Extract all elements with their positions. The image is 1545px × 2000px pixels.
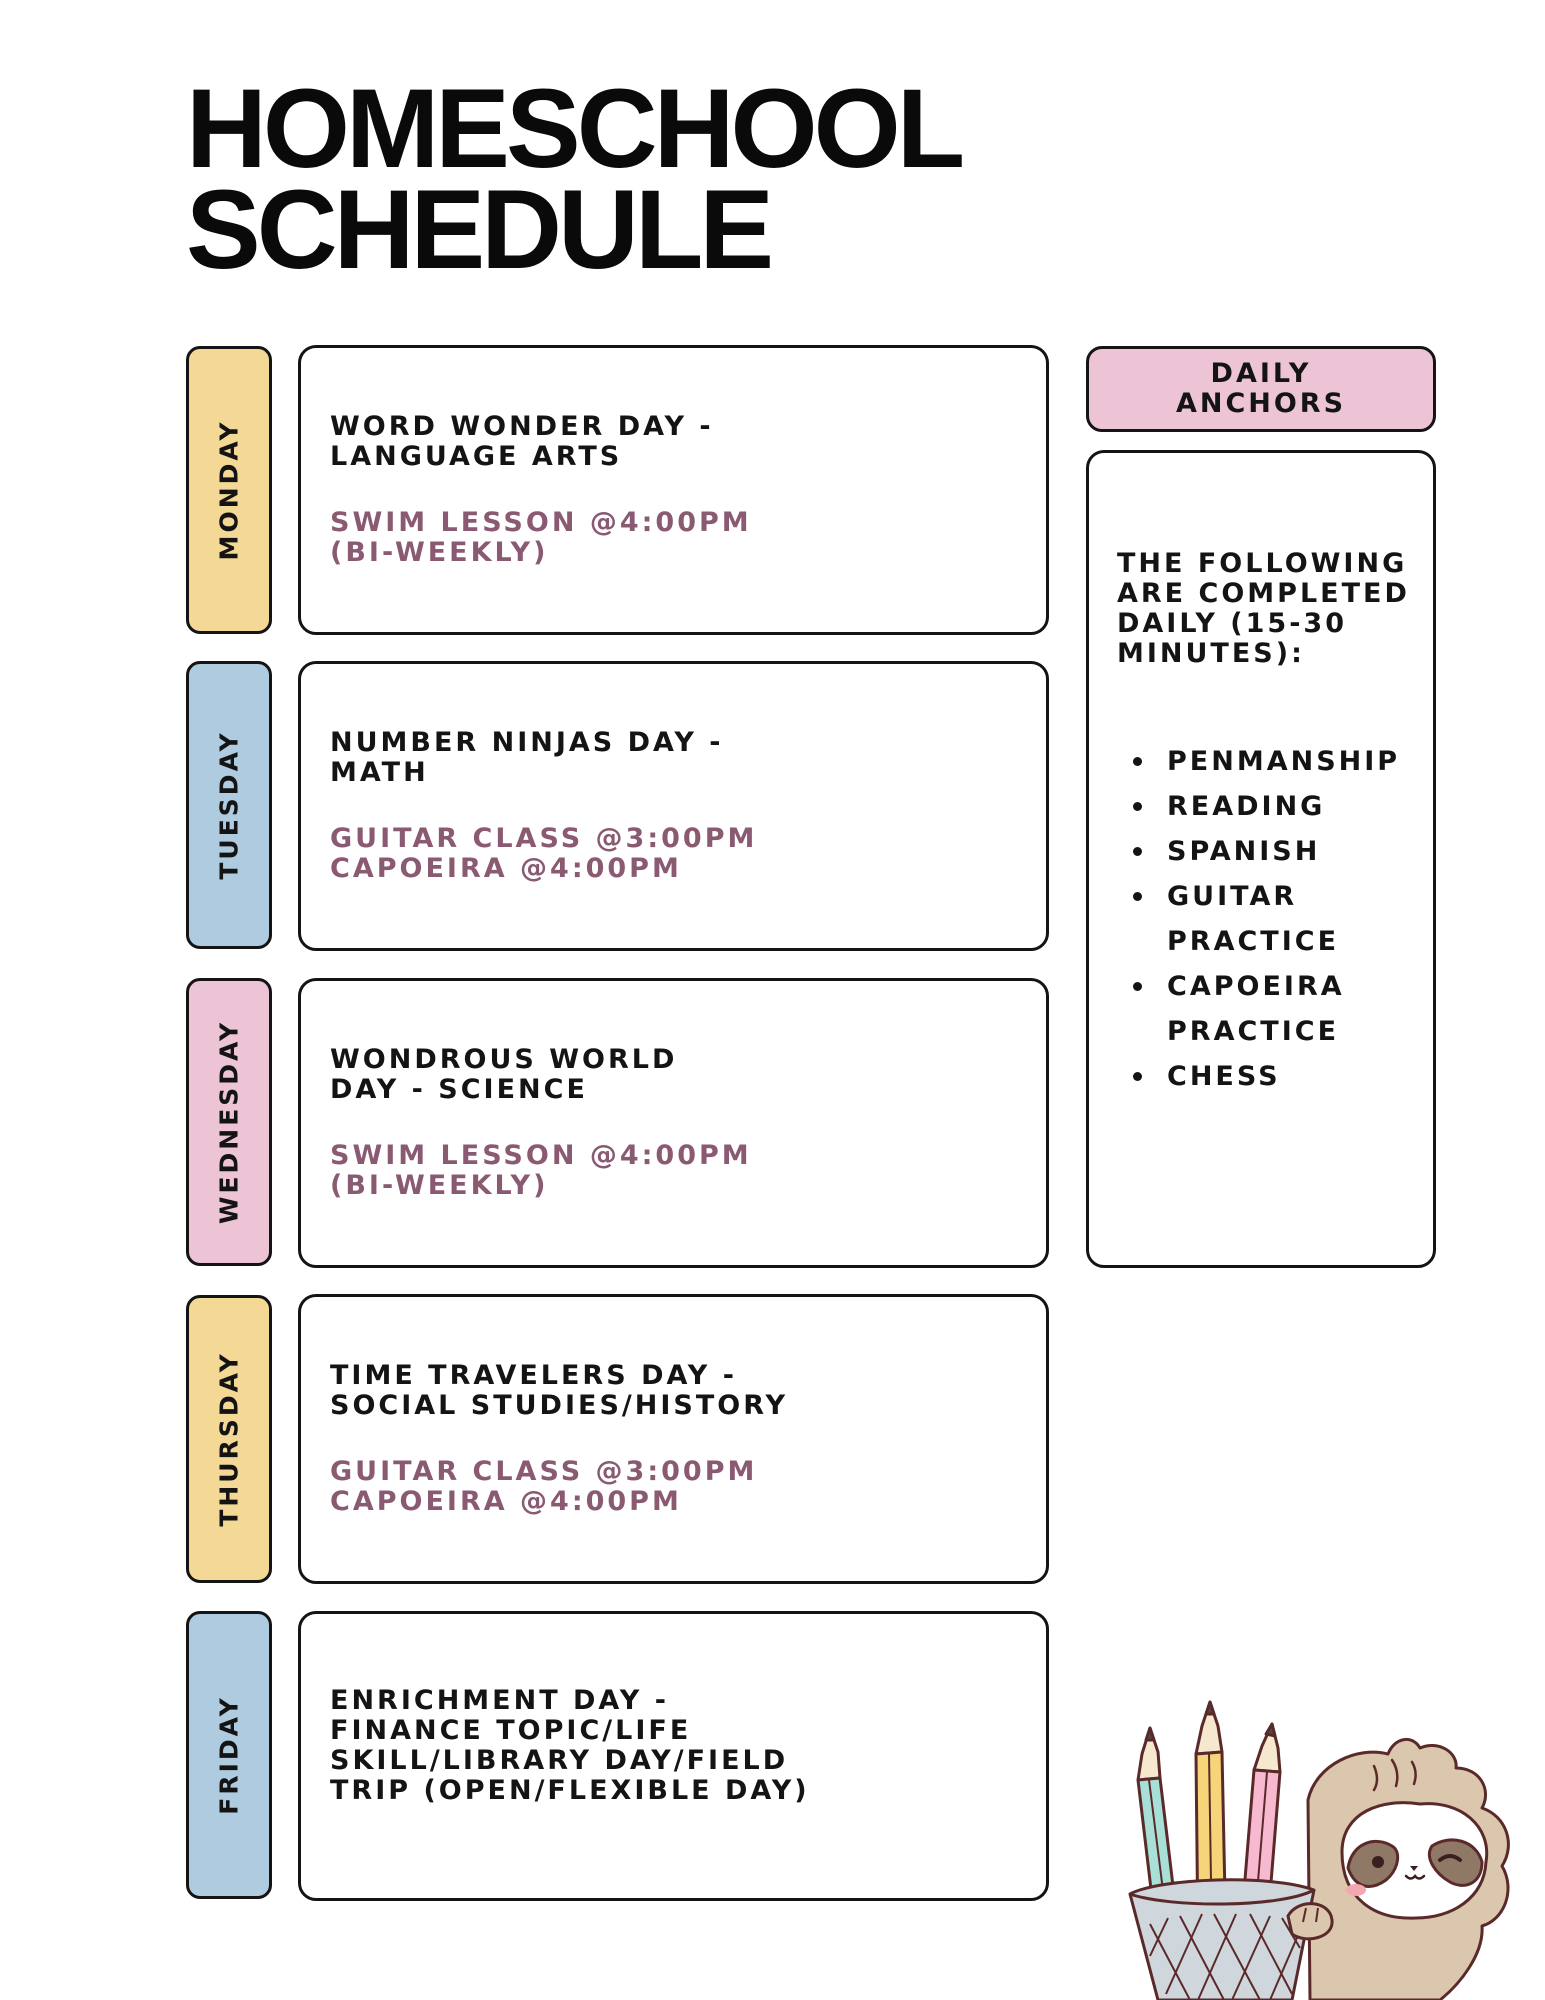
day-card-wednesday bbox=[298, 978, 1049, 1268]
daily-anchors-heading: DAILY ANCHORS bbox=[1175, 358, 1347, 419]
daily-anchors-panel bbox=[1086, 450, 1436, 1268]
day-label-wednesday: WEDNESDAY bbox=[214, 1019, 244, 1225]
day-label-thursday: THURSDAY bbox=[214, 1351, 244, 1527]
subject-text: WONDROUS WORLD DAY - SCIENCE bbox=[330, 1044, 678, 1105]
day-tab-thursday bbox=[186, 1295, 272, 1583]
list-item: CAPOEIRA PRACTICE bbox=[1111, 964, 1431, 1054]
subject-text: NUMBER NINJAS DAY - MATH bbox=[330, 727, 724, 788]
day-tab-monday bbox=[186, 346, 272, 634]
activity-text: SWIM LESSON @4:00PM (BI-WEEKLY) bbox=[330, 1140, 752, 1201]
day-card-tuesday bbox=[298, 661, 1049, 951]
activity-text: GUITAR CLASS @3:00PM CAPOEIRA @4:00PM bbox=[330, 1456, 758, 1517]
title-line-2: SCHEDULE bbox=[186, 167, 771, 292]
list-item: READING bbox=[1111, 784, 1431, 829]
day-card-monday bbox=[298, 345, 1049, 635]
day-label-monday: MONDAY bbox=[214, 419, 244, 561]
page-title bbox=[186, 66, 962, 292]
list-item: CHESS bbox=[1111, 1054, 1431, 1099]
subject-text: ENRICHMENT DAY - FINANCE TOPIC/LIFE SKILL/LIBRARY DAY/FIELD TRIP (OPEN/FLEXIBLE DAY) bbox=[330, 1685, 810, 1806]
day-tab-tuesday bbox=[186, 661, 272, 949]
list-item: GUITAR PRACTICE bbox=[1111, 874, 1431, 964]
day-tab-wednesday bbox=[186, 978, 272, 1266]
list-item: SPANISH bbox=[1111, 829, 1431, 874]
subject-text: WORD WONDER DAY - LANGUAGE ARTS bbox=[330, 411, 714, 472]
activity-text: SWIM LESSON @4:00PM (BI-WEEKLY) bbox=[330, 507, 752, 568]
title-line-1: HOMESCHOOL bbox=[186, 66, 962, 191]
day-card-friday bbox=[298, 1611, 1049, 1901]
day-label-tuesday: TUESDAY bbox=[214, 730, 244, 880]
daily-anchors-header bbox=[1086, 346, 1436, 432]
anchors-list bbox=[1111, 739, 1431, 1099]
subject-text: TIME TRAVELERS DAY - SOCIAL STUDIES/HISTORY bbox=[330, 1360, 789, 1421]
anchors-intro: THE FOLLOWING ARE COMPLETED DAILY (15-30 MINUTES): bbox=[1117, 548, 1410, 669]
day-tab-friday bbox=[186, 1611, 272, 1899]
sloth-with-pencil-cup-icon bbox=[1120, 1694, 1545, 2000]
list-item: PENMANSHIP bbox=[1111, 739, 1431, 784]
activity-text: GUITAR CLASS @3:00PM CAPOEIRA @4:00PM bbox=[330, 823, 758, 884]
day-card-thursday bbox=[298, 1294, 1049, 1584]
day-label-friday: FRIDAY bbox=[214, 1695, 244, 1815]
